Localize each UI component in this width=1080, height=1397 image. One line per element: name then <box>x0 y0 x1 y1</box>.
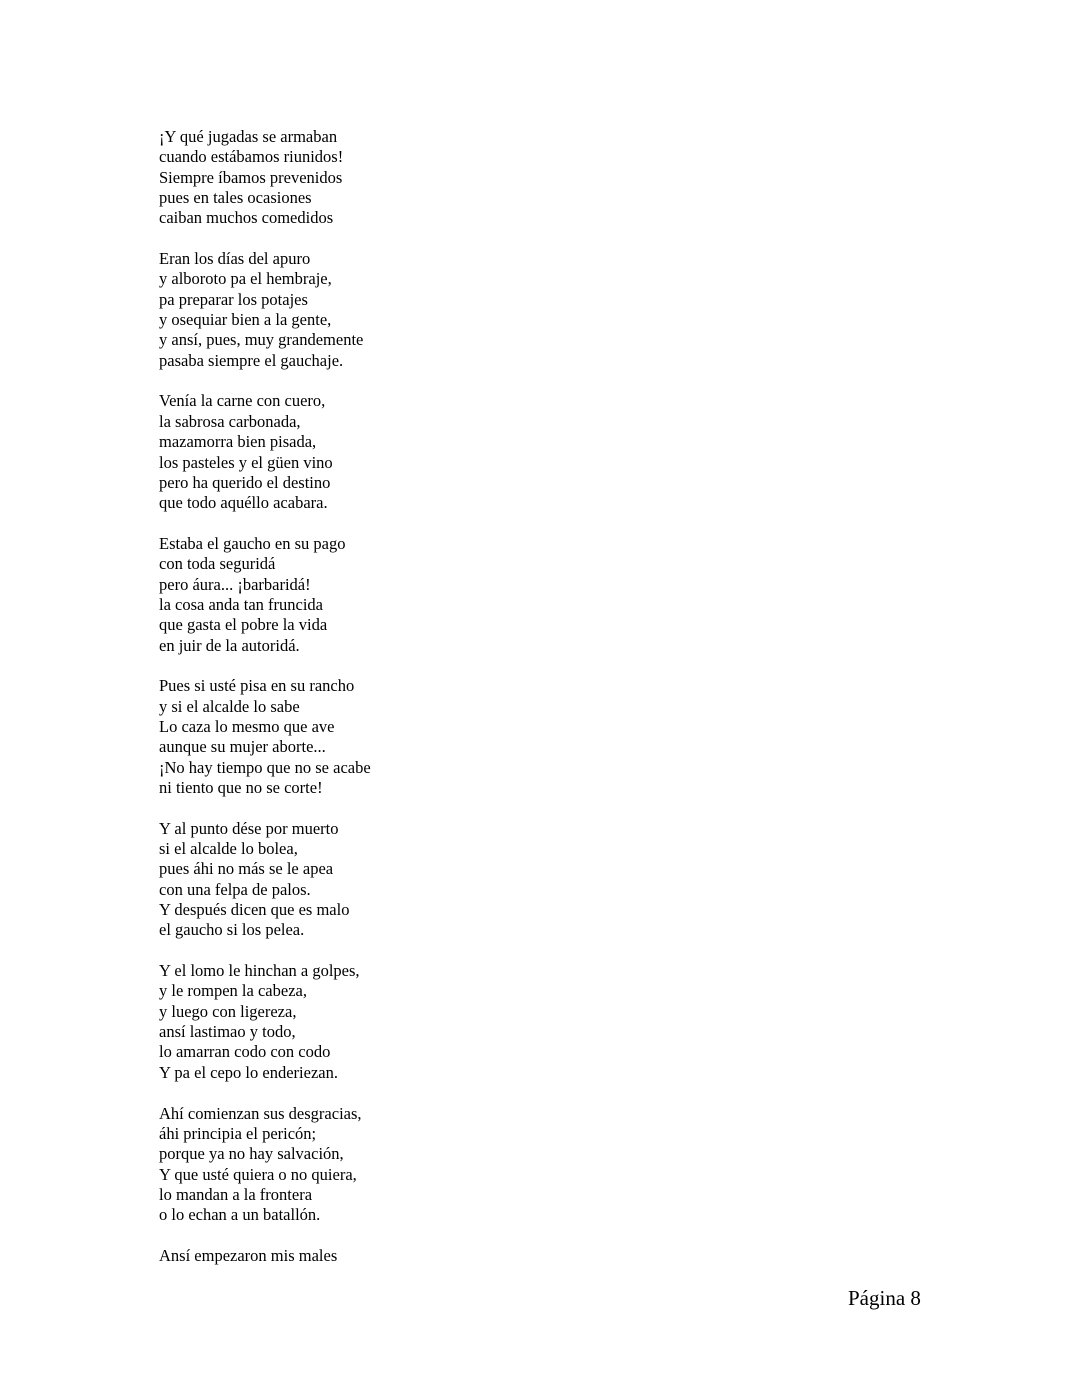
verse-line: o lo echan a un batallón. <box>159 1205 321 1225</box>
verse-line: ¡Y qué jugadas se armaban <box>159 127 338 146</box>
stanza <box>159 249 759 371</box>
verse-line: porque ya no hay salvación, <box>159 1144 344 1164</box>
verse-line: Eran los días del apuro <box>159 249 311 269</box>
verse-line: y osequiar bien a la gente, <box>159 310 332 330</box>
verse-line: la cosa anda tan fruncida <box>159 594 324 614</box>
verse-line: Ansí empezaron mis males <box>159 1245 338 1265</box>
verse-line: con una felpa de palos. <box>159 879 311 899</box>
verse-line: pues en tales ocasiones <box>159 188 312 208</box>
poem-body <box>159 127 759 1287</box>
stanza <box>159 819 759 941</box>
verse-line: Estaba el gaucho en su pago <box>159 533 346 553</box>
verse-line: lo amarran codo con codo <box>159 1042 331 1062</box>
verse-line: y ansí, pues, muy grandemente <box>159 330 364 350</box>
verse-line: cuando estábamos riunidos! <box>159 147 344 167</box>
verse-line: Y el lomo le hinchan a golpes, <box>159 961 360 981</box>
verse-line: en juir de la autoridá. <box>159 635 300 655</box>
verse-line: Y pa el cepo lo enderiezan. <box>159 1062 338 1082</box>
verse-line: caiban muchos comedidos <box>159 208 334 228</box>
verse-line: si el alcalde lo bolea, <box>159 839 298 859</box>
verse-line: con toda seguridá <box>159 554 276 574</box>
stanza <box>159 961 759 1083</box>
verse-line: pero áura... ¡barbaridá! <box>159 574 311 594</box>
verse-line: y le rompen la cabeza, <box>159 981 307 1001</box>
verse-line: pasaba siempre el gauchaje. <box>159 350 344 370</box>
stanza <box>159 1246 759 1266</box>
verse-line: el gaucho si los pelea. <box>159 920 305 940</box>
verse-line: y alboroto pa el hembraje, <box>159 269 332 289</box>
verse-line: Venía la carne con cuero, <box>159 391 326 411</box>
verse-line: Y que usté quiera o no quiera, <box>159 1164 357 1184</box>
verse-line: ni tiento que no se corte! <box>159 778 323 797</box>
verse-line: pa preparar los potajes <box>159 289 308 309</box>
verse-line: Y al punto dése por muerto <box>159 818 339 838</box>
verse-line: aunque su mujer aborte... <box>159 737 326 757</box>
verse-line: áhi principia el pericón; <box>159 1123 317 1143</box>
stanza <box>159 534 759 656</box>
verse-line: pues áhi no más se le apea <box>159 859 334 879</box>
verse-line: que gasta el pobre la vida <box>159 615 328 635</box>
stanza <box>159 676 759 798</box>
verse-line: ansí lastimao y todo, <box>159 1022 296 1042</box>
verse-line: que todo aquéllo acabara. <box>159 493 328 513</box>
verse-line: Y después dicen que es malo <box>159 900 350 920</box>
verse-line: lo mandan a la frontera <box>159 1184 313 1204</box>
stanza <box>159 391 759 513</box>
verse-line: mazamorra bien pisada, <box>159 432 317 452</box>
verse-line: Pues si usté pisa en su rancho <box>159 676 355 696</box>
verse-line: Ahí comienzan sus desgracias, <box>159 1103 362 1123</box>
verse-line: Lo caza lo mesmo que ave <box>159 716 335 736</box>
verse-line: y luego con ligereza, <box>159 1001 297 1021</box>
stanza <box>159 127 759 229</box>
stanza <box>159 1104 759 1226</box>
verse-line: los pasteles y el güen vino <box>159 452 333 472</box>
verse-line: pero ha querido el destino <box>159 472 331 492</box>
verse-line: la sabrosa carbonada, <box>159 411 301 431</box>
verse-line: y si el alcalde lo sabe <box>159 696 300 716</box>
verse-line: ¡No hay tiempo que no se acabe <box>159 757 371 777</box>
page-number: Página 8 <box>848 1286 921 1310</box>
verse-line: Siempre íbamos prevenidos <box>159 167 343 187</box>
